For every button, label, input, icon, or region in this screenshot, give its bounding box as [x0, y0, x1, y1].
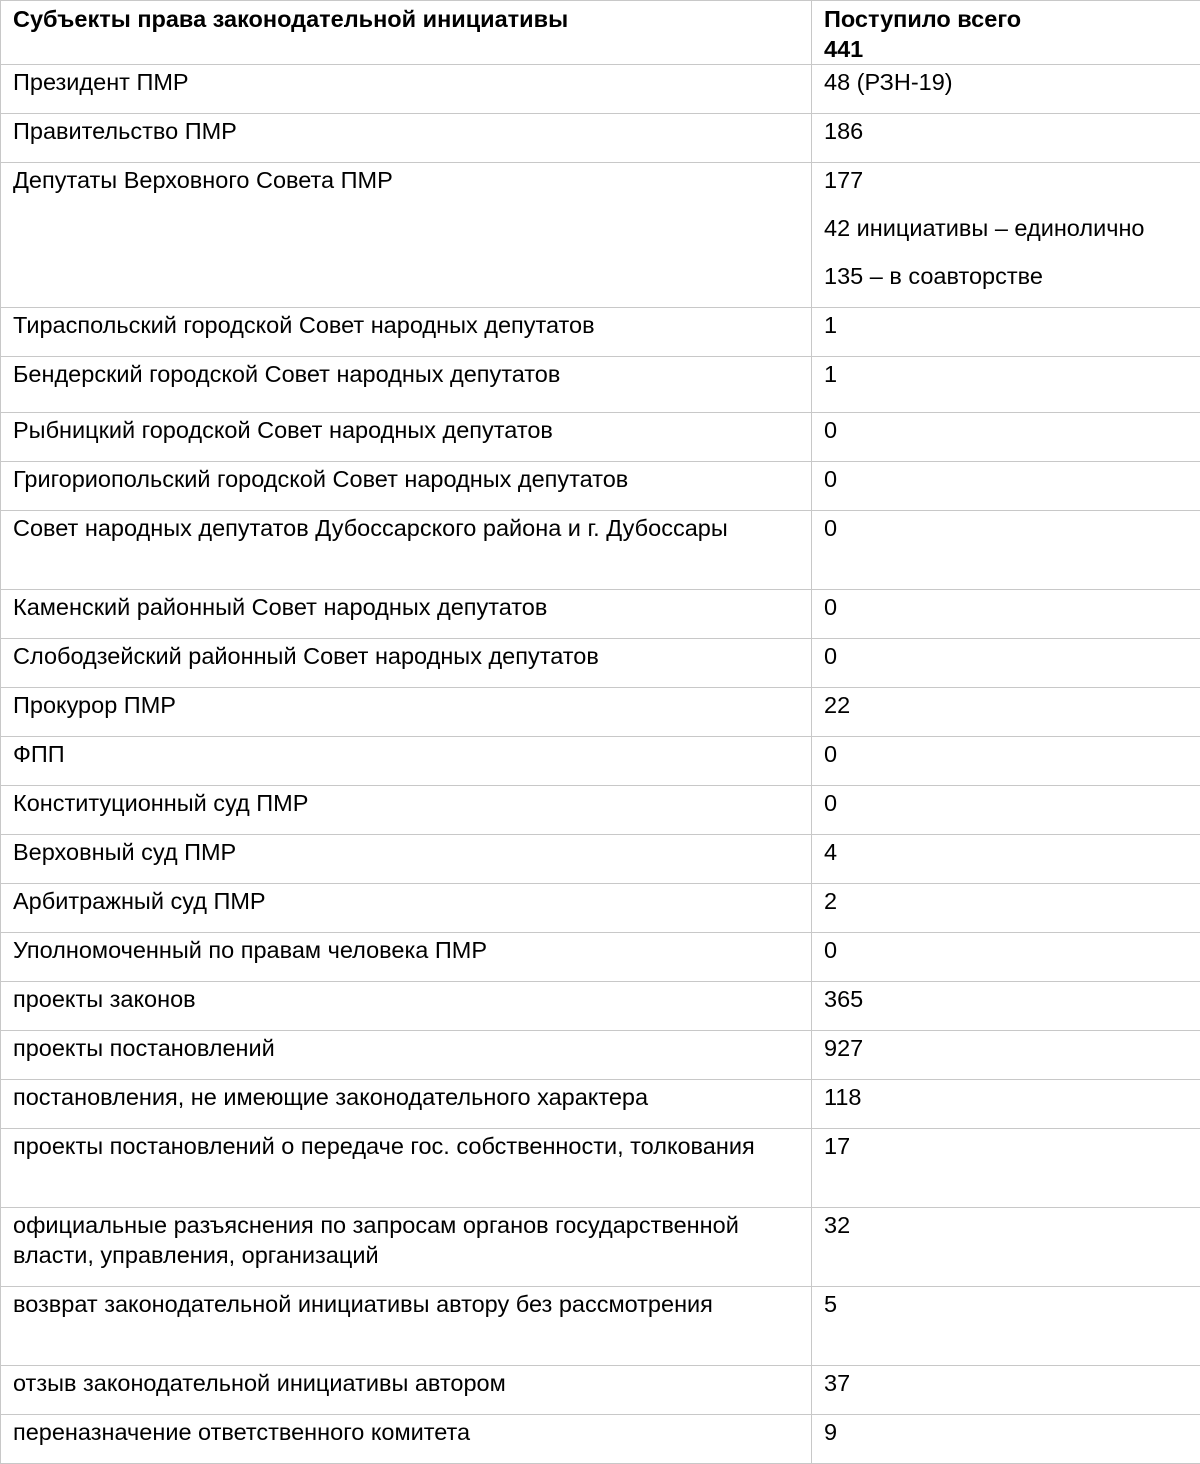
header-received-total: 441: [824, 36, 864, 62]
row-value: 365: [812, 982, 1200, 1031]
table-row: [1, 688, 1200, 737]
row-label: проекты постановлений о передаче гос. собственности, толкования: [1, 1129, 812, 1208]
table-row: [1, 511, 1200, 590]
row-label: Уполномоченный по правам человека ПМР: [1, 933, 812, 982]
row-label: Совет народных депутатов Дубоссарского района и г. Дубоссары: [1, 511, 812, 590]
row-label: Каменский районный Совет народных депутатов: [1, 590, 812, 639]
row-label: проекты законов: [1, 982, 812, 1031]
row-value: 17: [812, 1129, 1200, 1208]
row-value: 0: [812, 933, 1200, 982]
table-row: [1, 163, 1200, 308]
row-value: 0: [812, 511, 1200, 590]
table-row: [1, 413, 1200, 462]
table-row: [1, 65, 1200, 114]
row-value-cell: [812, 163, 1200, 308]
table-row: [1, 884, 1200, 933]
table-row: [1, 590, 1200, 639]
row-label: Правительство ПМР: [1, 114, 812, 163]
table-row: [1, 982, 1200, 1031]
header-subject: Субъекты права законодательной инициативы: [1, 1, 812, 65]
row-subvalue-coauthored: 135 – в соавторстве: [824, 263, 1043, 289]
row-value: 1: [812, 308, 1200, 357]
row-value: 0: [812, 786, 1200, 835]
table-row: [1, 1129, 1200, 1208]
row-value: 5: [812, 1287, 1200, 1366]
row-value: 9: [812, 1415, 1200, 1464]
row-label: переназначение ответственного комитета: [1, 1415, 812, 1464]
header-received-label: Поступило всего: [824, 6, 1022, 32]
row-label: Арбитражный суд ПМР: [1, 884, 812, 933]
row-label: ФПП: [1, 737, 812, 786]
row-value: 37: [812, 1366, 1200, 1415]
row-value: 22: [812, 688, 1200, 737]
row-label: Верховный суд ПМР: [1, 835, 812, 884]
table-row: [1, 1287, 1200, 1366]
table-row: [1, 462, 1200, 511]
row-value: 0: [812, 737, 1200, 786]
table-row: [1, 1031, 1200, 1080]
table-row: [1, 835, 1200, 884]
row-label: Григориопольский городской Совет народных депутатов: [1, 462, 812, 511]
row-subvalue-individual: 42 инициативы – единолично: [824, 215, 1145, 241]
row-label: Бендерский городской Совет народных депутатов: [1, 357, 812, 413]
row-label: постановления, не имеющие законодательного характера: [1, 1080, 812, 1129]
row-label: Прокурор ПМР: [1, 688, 812, 737]
row-value: 2: [812, 884, 1200, 933]
row-value: 0: [812, 639, 1200, 688]
row-label: возврат законодательной инициативы автору без рассмотрения: [1, 1287, 812, 1366]
table-row: [1, 737, 1200, 786]
row-label: Тираспольский городской Совет народных депутатов: [1, 308, 812, 357]
row-value: 48 (РЗН-19): [812, 65, 1200, 114]
row-label: Депутаты Верховного Совета ПМР: [1, 163, 812, 308]
row-value: 4: [812, 835, 1200, 884]
row-value: 177: [824, 167, 864, 193]
row-label: проекты постановлений: [1, 1031, 812, 1080]
row-value: 0: [812, 462, 1200, 511]
row-label: Рыбницкий городской Совет народных депутатов: [1, 413, 812, 462]
row-value: 0: [812, 413, 1200, 462]
row-value: 0: [812, 590, 1200, 639]
table-row: [1, 308, 1200, 357]
table-row: [1, 786, 1200, 835]
table-row: [1, 933, 1200, 982]
row-label: Слободзейский районный Совет народных депутатов: [1, 639, 812, 688]
row-label: Президент ПМР: [1, 65, 812, 114]
row-label: Конституционный суд ПМР: [1, 786, 812, 835]
row-value: 927: [812, 1031, 1200, 1080]
table-header-row: [1, 1, 1200, 65]
row-label: отзыв законодательной инициативы автором: [1, 1366, 812, 1415]
table-row: [1, 1080, 1200, 1129]
table-row: [1, 1366, 1200, 1415]
row-value: 118: [812, 1080, 1200, 1129]
row-label: официальные разъяснения по запросам органов государственной власти, управления, организаций: [1, 1208, 812, 1287]
row-value: 1: [812, 357, 1200, 413]
table-row: [1, 1208, 1200, 1287]
table-row: [1, 357, 1200, 413]
row-value: 186: [812, 114, 1200, 163]
table-row: [1, 1415, 1200, 1464]
header-received: [812, 1, 1200, 65]
table-row: [1, 114, 1200, 163]
table-row: [1, 639, 1200, 688]
row-value: 32: [812, 1208, 1200, 1287]
